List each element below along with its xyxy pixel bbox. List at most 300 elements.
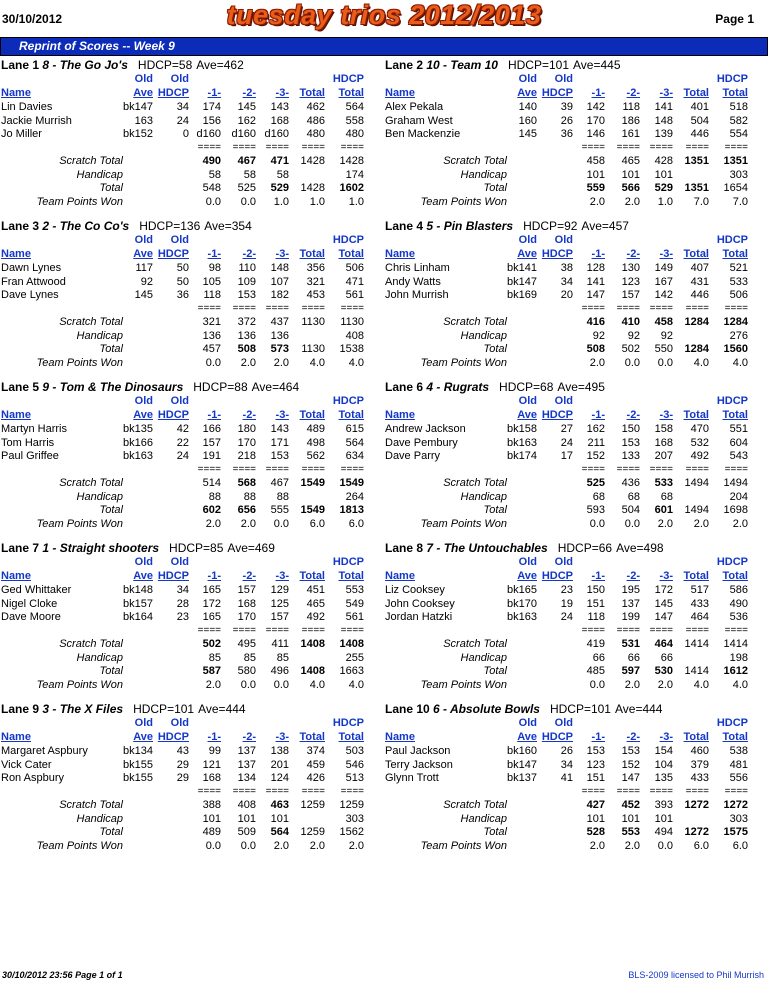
col-hdcp-total-top: HDCP [716, 556, 748, 568]
col-ave: Ave [133, 731, 153, 743]
col-old-ave-top: Old [134, 395, 153, 407]
separator: ==== [265, 303, 289, 314]
player-g1: 150 [586, 584, 605, 596]
player-total: 459 [306, 758, 325, 771]
total-row-value: 602 [202, 504, 221, 516]
player-hdcp: 36 [560, 128, 573, 140]
total-row-value: 489 [202, 826, 221, 838]
team-points-row-value: 0.0 [624, 517, 640, 530]
handicap-row-value: 101 [621, 812, 640, 825]
col-ave: Ave [133, 248, 153, 260]
handicap-row-value: 58 [276, 168, 289, 181]
scratch-total-row-value: 1272 [684, 799, 709, 811]
total-row-label: Total [483, 826, 507, 838]
total-row-value: 529 [270, 182, 289, 194]
scratch-total-row-value: 458 [586, 155, 605, 167]
handicap-row-value: 276 [729, 329, 748, 342]
player-ave: bk157 [123, 597, 153, 610]
player-g3: 143 [270, 101, 289, 113]
lane-block [384, 702, 750, 862]
player-total: 407 [690, 262, 709, 274]
lane-block [384, 58, 750, 218]
separator: ==== [232, 464, 256, 475]
col-hdcp-total-top: HDCP [332, 234, 364, 246]
team-points-row-value: 1.0 [273, 195, 289, 208]
total-row-value: 1408 [300, 665, 325, 677]
separator: ==== [232, 786, 256, 797]
handicap-row-value: 85 [243, 651, 256, 664]
scratch-total-row-value: 437 [270, 316, 289, 328]
col-hdcp-total: Total [722, 570, 748, 582]
player-g2: 133 [621, 450, 640, 462]
player-g3: 149 [654, 262, 673, 274]
player-name: Ron Aspbury [1, 772, 64, 784]
col-game-3: -3- [659, 87, 673, 99]
team-points-row-label: Team Points Won [36, 356, 123, 369]
player-g3: 167 [654, 275, 673, 288]
total-row-value: 1428 [300, 182, 325, 194]
separator: ==== [197, 464, 221, 475]
player-total: 532 [690, 436, 709, 449]
player-hdcp: 23 [560, 584, 573, 596]
player-name: Tom Harris [1, 436, 55, 449]
total-row-value: 1562 [339, 826, 364, 838]
player-name: Jo Miller [1, 128, 42, 140]
team-meta [139, 219, 252, 233]
player-hdcp: 24 [560, 436, 573, 449]
player-g2: 137 [237, 758, 256, 771]
player-htotal: 546 [345, 758, 364, 771]
total-row-value: 548 [202, 182, 221, 194]
scratch-total-row-value: 1130 [340, 316, 364, 328]
player-g2: 199 [621, 611, 640, 623]
handicap-row-label: Handicap [460, 812, 507, 825]
team-points-row-value: 0.0 [657, 839, 673, 852]
team-hdcp: HDCP=101 [133, 702, 195, 716]
player-ave: bk155 [123, 772, 153, 784]
team-points-row-value: 2.0 [693, 517, 709, 530]
player-name: Dave Moore [1, 611, 61, 623]
handicap-row-value: 101 [621, 168, 640, 181]
footer-license: BLS-2009 licensed to Phil Murrish [628, 970, 764, 980]
player-name: Vick Cater [1, 758, 52, 771]
player-ave: bk164 [123, 611, 153, 623]
team-points-row-value: 0.0 [240, 839, 256, 852]
player-g3: 104 [654, 758, 673, 771]
scratch-total-row-value: 416 [586, 316, 605, 328]
player-htotal: 506 [729, 289, 748, 301]
player-ave: bk166 [123, 436, 153, 449]
lane-title [1, 58, 244, 72]
scratch-total-row-label: Scratch Total [59, 638, 123, 650]
team-name: 4 - Rugrats [426, 380, 490, 394]
lane-block [0, 380, 366, 540]
col-hdcp-total-top: HDCP [332, 717, 364, 729]
total-row-value: 1272 [684, 826, 709, 838]
player-hdcp: 22 [176, 436, 189, 449]
team-points-row-label: Team Points Won [36, 517, 123, 530]
lane-number: Lane 10 [385, 702, 430, 716]
scratch-total-row-label: Scratch Total [59, 799, 123, 811]
col-total: Total [299, 731, 325, 743]
team-meta [523, 219, 629, 233]
separator: ==== [581, 303, 605, 314]
player-name: Paul Griffee [1, 450, 59, 462]
team-points-row-value: 2.0 [732, 517, 748, 530]
player-hdcp: 43 [176, 745, 189, 757]
player-ave: 160 [518, 114, 537, 127]
player-g2: 134 [237, 772, 256, 784]
player-total: 517 [690, 584, 709, 596]
total-row-value: 1538 [339, 343, 364, 355]
player-g1: 99 [208, 745, 221, 757]
player-g2: 170 [237, 436, 256, 449]
footer-timestamp: 30/10/2012 23:56 Page 1 of 1 [2, 970, 123, 980]
team-average: Ave=464 [251, 380, 300, 394]
team-meta [133, 702, 246, 716]
col-game-2: -2- [242, 248, 256, 260]
col-hdcp-total-top: HDCP [716, 395, 748, 407]
player-ave: 163 [134, 114, 153, 127]
col-game-2: -2- [242, 87, 256, 99]
total-row-value: 559 [586, 182, 605, 194]
col-ave: Ave [517, 409, 537, 421]
col-old-ave-top: Old [134, 73, 153, 85]
col-game-2: -2- [626, 731, 640, 743]
player-g1: 146 [586, 128, 605, 140]
team-points-row-label: Team Points Won [420, 195, 507, 208]
col-old-ave-top: Old [518, 234, 537, 246]
player-g1: 165 [202, 611, 221, 623]
col-hdcp-total: Total [722, 248, 748, 260]
team-points-row-label: Team Points Won [420, 839, 507, 852]
total-row-label: Total [99, 182, 123, 194]
handicap-row-value: 85 [208, 651, 221, 664]
col-hdcp-total: Total [338, 570, 364, 582]
player-name: Ben Mackenzie [385, 128, 461, 140]
col-name: Name [385, 87, 415, 99]
scratch-total-row-value: 419 [586, 638, 605, 650]
team-average: Ave=354 [204, 219, 252, 233]
total-row-value: 656 [237, 504, 256, 516]
player-name: Lin Davies [1, 101, 53, 113]
col-game-1: -1- [591, 248, 605, 260]
total-row-label: Total [483, 665, 507, 677]
player-name: Andrew Jackson [385, 423, 466, 435]
team-points-row-value: 0.0 [624, 356, 640, 369]
scratch-total-row-value: 1351 [723, 155, 748, 167]
lane-title [385, 380, 605, 394]
separator: ==== [616, 303, 640, 314]
total-row-value: 1494 [684, 504, 709, 516]
lane-block [0, 702, 366, 862]
lane-block [384, 219, 750, 379]
team-name: 8 - The Go Jo's [42, 58, 128, 72]
total-row-value: 593 [586, 504, 605, 516]
player-total: 504 [690, 114, 709, 127]
team-points-row-value: 2.0 [589, 839, 605, 852]
lane-block [384, 380, 750, 540]
player-htotal: 564 [345, 436, 364, 449]
team-points-row-value: 1.0 [657, 195, 673, 208]
separator: ==== [724, 464, 748, 475]
player-ave: 117 [135, 262, 153, 274]
col-game-3: -3- [275, 570, 289, 582]
player-ave: bk169 [507, 289, 537, 301]
col-old-ave-top: Old [134, 556, 153, 568]
lane-number: Lane 8 [385, 541, 424, 555]
separator: ==== [232, 142, 256, 153]
player-htotal: 480 [345, 128, 364, 140]
team-name: 1 - Straight shooters [42, 541, 160, 555]
player-ave: bk152 [123, 128, 153, 140]
team-points-row-value: 0.0 [657, 356, 673, 369]
col-hdcp: HDCP [541, 570, 573, 582]
total-row-label: Total [483, 182, 507, 194]
scratch-total-row-label: Scratch Total [59, 316, 123, 328]
col-old-hdcp-top: Old [554, 73, 573, 85]
player-ave: bk158 [507, 423, 537, 435]
separator: ==== [232, 303, 256, 314]
player-g1: 152 [586, 450, 605, 462]
handicap-row-value: 58 [243, 168, 256, 181]
handicap-row-value: 88 [208, 490, 221, 503]
col-game-3: -3- [659, 570, 673, 582]
handicap-row-value: 264 [345, 490, 364, 503]
team-points-row-value: 0.0 [589, 678, 605, 691]
total-row-value: 509 [237, 826, 256, 838]
player-g3: 125 [270, 597, 289, 610]
col-old-hdcp-top: Old [170, 73, 189, 85]
team-name: 2 - The Co Co's [42, 219, 130, 233]
scratch-total-row-label: Scratch Total [443, 155, 507, 167]
player-total: 470 [690, 423, 709, 435]
col-game-3: -3- [659, 731, 673, 743]
player-hdcp: 34 [560, 758, 573, 771]
team-name: 5 - Pin Blasters [426, 219, 514, 233]
player-g3: 135 [654, 772, 673, 784]
scratch-total-row-value: 531 [621, 638, 640, 650]
separator: ==== [724, 303, 748, 314]
player-g2: 137 [621, 597, 640, 610]
lane-title [385, 702, 662, 716]
player-ave: bk147 [507, 275, 537, 288]
player-hdcp: 19 [560, 597, 573, 610]
team-points-row-value: 7.0 [732, 195, 748, 208]
player-name: Terry Jackson [385, 758, 453, 771]
col-game-3: -3- [659, 409, 673, 421]
player-hdcp: 50 [176, 275, 189, 288]
player-htotal: 518 [729, 101, 748, 113]
team-hdcp: HDCP=101 [549, 702, 611, 716]
banner-text: Reprint of Scores -- Week 9 [19, 39, 175, 53]
total-row-label: Total [99, 826, 123, 838]
lane-title [1, 702, 246, 716]
player-htotal: 604 [729, 436, 748, 449]
scratch-total-row-value: 1428 [300, 155, 325, 167]
player-total: 480 [306, 128, 325, 140]
team-meta [169, 541, 275, 555]
scratch-total-row-value: 490 [202, 155, 221, 167]
separator: ==== [685, 142, 709, 153]
total-row-value: 1602 [339, 182, 364, 194]
player-g1: 141 [586, 275, 605, 288]
total-row-value: 587 [202, 665, 221, 677]
player-total: 321 [306, 275, 325, 288]
total-row-value: 496 [270, 665, 289, 677]
total-row-value: 566 [621, 182, 640, 194]
separator: ==== [232, 625, 256, 636]
separator: ==== [340, 464, 364, 475]
player-g3: 171 [270, 436, 289, 449]
team-points-row-value: 2.0 [657, 678, 673, 691]
player-g2: 147 [621, 772, 640, 784]
col-old-hdcp-top: Old [170, 234, 189, 246]
separator: ==== [301, 786, 325, 797]
col-game-1: -1- [591, 87, 605, 99]
col-name: Name [385, 248, 415, 260]
player-g1: 211 [587, 436, 605, 449]
player-name: Dawn Lynes [1, 262, 62, 274]
lane-title [385, 541, 664, 555]
team-hdcp: HDCP=136 [139, 219, 201, 233]
separator: ==== [724, 142, 748, 153]
col-hdcp-total-top: HDCP [716, 717, 748, 729]
col-ave: Ave [517, 248, 537, 260]
player-ave: bk163 [507, 611, 537, 623]
player-g2: 162 [237, 114, 256, 127]
handicap-row-value: 101 [237, 812, 256, 825]
player-htotal: 506 [345, 262, 364, 274]
player-g2: 195 [621, 584, 640, 596]
col-game-3: -3- [275, 731, 289, 743]
team-points-row-value: 1.0 [348, 195, 364, 208]
player-hdcp: 27 [560, 423, 573, 435]
player-g1: 162 [586, 423, 605, 435]
scratch-total-row-value: 428 [654, 155, 673, 167]
scratch-total-row-label: Scratch Total [443, 799, 507, 811]
total-row-value: 1259 [300, 826, 325, 838]
separator: ==== [685, 464, 709, 475]
player-hdcp: 29 [176, 772, 189, 784]
player-g1: 118 [587, 611, 605, 623]
scratch-total-row-value: 1428 [339, 155, 364, 167]
player-ave: bk160 [507, 745, 537, 757]
scratch-total-row-value: 372 [237, 316, 256, 328]
total-row-label: Total [99, 504, 123, 516]
player-htotal: 586 [729, 584, 748, 596]
team-points-row-label: Team Points Won [36, 195, 123, 208]
player-g1: 191 [202, 450, 221, 462]
lane-number: Lane 4 [385, 219, 424, 233]
col-total: Total [683, 570, 709, 582]
col-total: Total [683, 248, 709, 260]
player-g1: 121 [202, 758, 221, 771]
col-hdcp: HDCP [541, 87, 573, 99]
player-g3: 201 [270, 758, 289, 771]
lane-title [385, 58, 621, 72]
player-ave: bk141 [507, 262, 537, 274]
player-htotal: 558 [345, 114, 364, 127]
col-name: Name [1, 248, 31, 260]
player-ave: bk165 [507, 584, 537, 596]
lane-number: Lane 6 [385, 380, 424, 394]
team-points-row-value: 2.0 [273, 839, 289, 852]
total-row-value: 494 [654, 826, 673, 838]
handicap-row-value: 303 [729, 812, 748, 825]
handicap-row-label: Handicap [76, 490, 123, 503]
lane-block [0, 58, 366, 218]
scratch-total-row-value: 1259 [339, 799, 364, 811]
player-name: Chris Linham [385, 262, 450, 274]
separator: ==== [265, 142, 289, 153]
col-game-2: -2- [626, 409, 640, 421]
player-total: 562 [306, 450, 325, 462]
handicap-row-value: 101 [270, 812, 289, 825]
col-total: Total [683, 409, 709, 421]
player-name: Paul Jackson [385, 745, 451, 757]
separator: ==== [724, 625, 748, 636]
scratch-total-row-value: 393 [654, 799, 673, 811]
col-game-3: -3- [659, 248, 673, 260]
player-name: Dave Pembury [385, 436, 458, 449]
player-ave: bk134 [123, 745, 153, 757]
scratch-total-row-value: 1272 [723, 799, 748, 811]
player-hdcp: 20 [560, 289, 573, 301]
player-hdcp: 17 [560, 450, 573, 462]
col-hdcp-total: Total [338, 409, 364, 421]
total-row-value: 508 [586, 343, 605, 355]
player-name: Andy Watts [385, 275, 441, 288]
col-old-hdcp-top: Old [170, 717, 189, 729]
player-hdcp: 34 [176, 584, 189, 596]
team-points-row-value: 4.0 [348, 356, 364, 369]
col-game-3: -3- [275, 87, 289, 99]
scratch-total-row-value: 452 [621, 799, 640, 811]
separator: ==== [685, 786, 709, 797]
player-hdcp: 26 [560, 114, 573, 127]
report-title: tuesday trios 2012/2013 [226, 0, 542, 30]
scratch-total-row-value: 533 [654, 477, 673, 489]
team-average: Ave=457 [581, 219, 629, 233]
total-row-value: 1560 [723, 343, 748, 355]
scratch-total-row-value: 1130 [301, 316, 325, 328]
col-hdcp-total: Total [338, 87, 364, 99]
player-g3: 107 [270, 275, 289, 288]
handicap-row-value: 303 [345, 812, 364, 825]
player-total: 431 [690, 275, 709, 288]
col-game-2: -2- [242, 409, 256, 421]
separator: ==== [340, 142, 364, 153]
col-name: Name [385, 409, 415, 421]
team-points-row-value: 4.0 [693, 678, 709, 691]
player-g1: 123 [586, 758, 605, 771]
separator: ==== [301, 142, 325, 153]
lane-title [385, 219, 629, 233]
team-points-row-value: 0.0 [205, 356, 221, 369]
separator: ==== [616, 625, 640, 636]
handicap-row-value: 101 [654, 168, 673, 181]
team-average: Ave=498 [616, 541, 664, 555]
lane-block [0, 219, 366, 379]
team-points-row-value: 2.0 [205, 678, 221, 691]
team-points-row-value: 0.0 [240, 195, 256, 208]
total-row-value: 1284 [684, 343, 709, 355]
player-total: 401 [690, 101, 709, 113]
player-name: Margaret Aspbury [1, 745, 88, 757]
player-g2: 137 [237, 745, 256, 757]
scratch-total-row-value: 458 [654, 316, 673, 328]
